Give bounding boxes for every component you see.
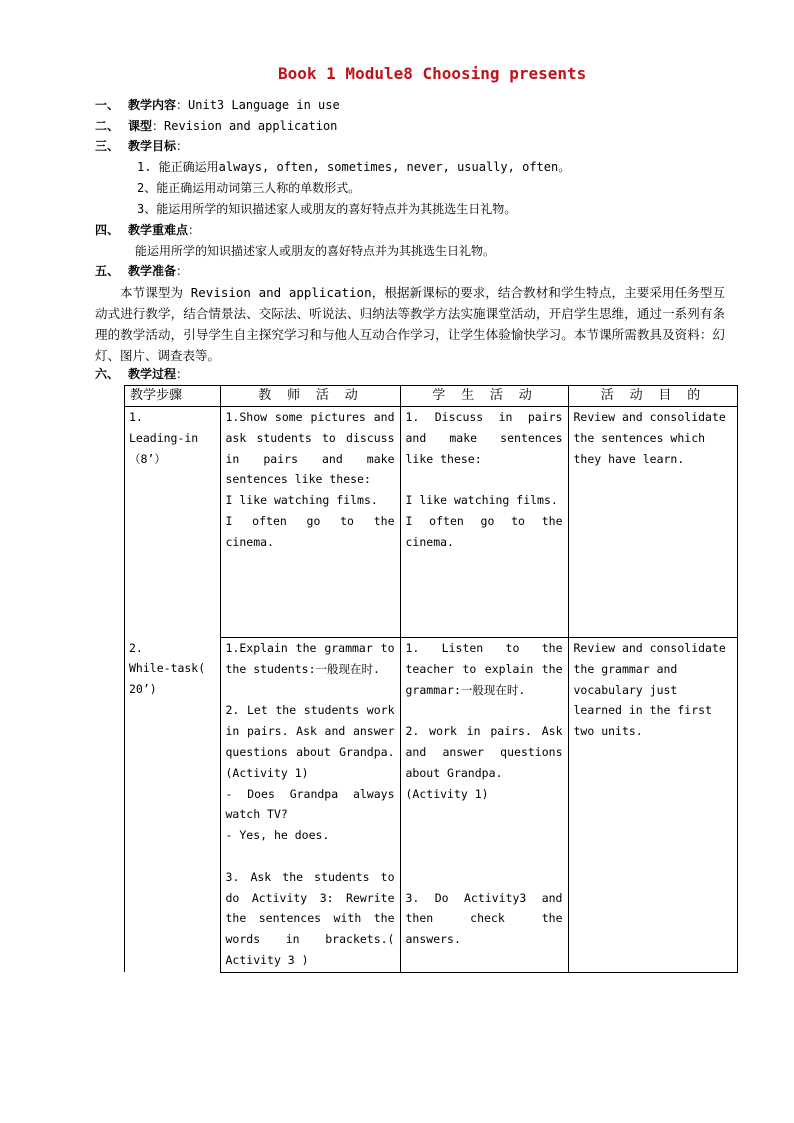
header-student: 学 生 活 动 bbox=[400, 386, 568, 407]
section-objectives: 三、 教学目标： bbox=[95, 139, 189, 153]
section-content: 一、 教学内容：Unit3 Language in use bbox=[95, 98, 340, 112]
header-step: 教学步骤 bbox=[124, 386, 220, 407]
section-type: 二、 课型：Revision and application bbox=[95, 119, 338, 133]
header-purpose: 活 动 目 的 bbox=[568, 386, 737, 407]
section-keypoints: 四、 教学重难点： bbox=[95, 223, 201, 237]
teacher-cell: 1.Show some pictures and ask students to discuss in pairs and make sentences like these: I like watching films. I often go to the cinema. bbox=[220, 407, 400, 638]
purpose-cell: Review and consolidate the sentences which they have learn. bbox=[568, 407, 737, 638]
objective-item: 2、能正确运用动词第三人称的单数形式。 bbox=[137, 181, 361, 195]
keypoints-text: 能运用所学的知识描述家人或朋友的喜好特点并为其挑选生日礼物。 bbox=[135, 244, 496, 258]
student-cell: 1. Discuss in pairs and make sentences like these: I like watching films. I often go to the cinema. bbox=[400, 407, 568, 638]
process-table bbox=[124, 385, 738, 973]
step-cell: 2. While-task( 20’) bbox=[124, 638, 220, 973]
header-teacher: 教 师 活 动 bbox=[220, 386, 400, 407]
objective-item: 1. 能正确运用always, often, sometimes, never, usually, often。 bbox=[137, 160, 571, 174]
student-cell: 1. Listen to the teacher to explain the grammar:一般现在时. 2. work in pairs. Ask and answer questions about Grandpa. (Activity 1) 3. Do Activity3 and then check the answers. bbox=[400, 638, 568, 973]
teacher-cell: 1.Explain the grammar to the students:一般现在时. 2. Let the students work in pairs. Ask and answer questions about Grandpa.(Activity 1) - Does Grandpa always watch TV? - Yes, he does. 3. Ask the students to do Activity 3: Rewrite the sentences with the words in brackets.( Activity 3 ) bbox=[220, 638, 400, 973]
table-row bbox=[124, 638, 737, 973]
step-cell: 1. Leading-in （8’） bbox=[124, 407, 220, 638]
table-row bbox=[124, 407, 737, 638]
section-preparation: 五、 教学准备： bbox=[95, 264, 189, 278]
purpose-cell: Review and consolidate the grammar and vocabulary just learned in the first two units. bbox=[568, 638, 737, 973]
section-process: 六、 教学过程： bbox=[95, 367, 189, 381]
preparation-paragraph: 本节课型为 Revision and application，根据新课标的要求，结合教材和学生特点，主要采用任务型互动式进行教学，结合情景法、交际法、听说法、归纳法等教学方法实施课堂活动，开启学生思维，通过一系列有条理的教学活动，引导学生自主探究学习和与他人互动合作学习，让学生体验愉快学习。本节课所需教具及资料：幻灯、图片、调查表等。 bbox=[95, 285, 725, 363]
objective-item: 3、能运用所学的知识描述家人或朋友的喜好特点并为其挑选生日礼物。 bbox=[137, 202, 517, 216]
table-header-row bbox=[124, 386, 737, 407]
page-title: Book 1 Module8 Choosing presents bbox=[278, 64, 587, 83]
